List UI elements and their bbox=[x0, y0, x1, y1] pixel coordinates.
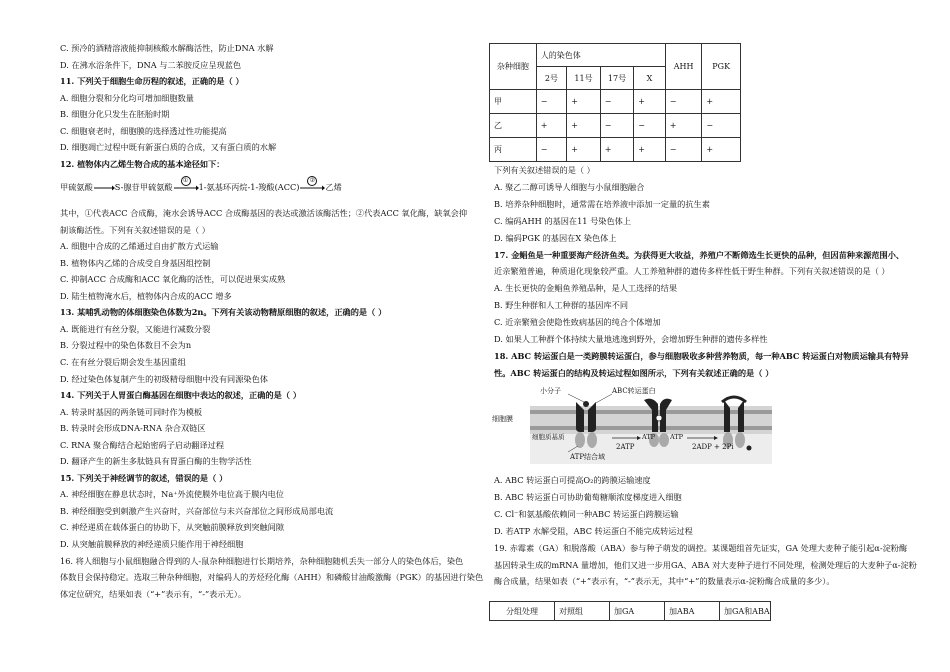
hybrid-cell-header: 杂种细胞 bbox=[490, 44, 537, 90]
row-label: 甲 bbox=[490, 90, 537, 114]
left-text2-line: A. 细胞中合成的乙烯通过自由扩散方式运输 bbox=[60, 241, 219, 252]
abc-transporter-figure bbox=[492, 388, 772, 468]
left-text2-line: C. RNA 聚合酶结合起始密码子启动翻译过程 bbox=[60, 439, 225, 450]
chromosome-table bbox=[489, 43, 741, 162]
left-text2-line: B. 神经细胞受到刺激产生兴奋时，兴奋部位与未兴奋部位之间形成局部电流 bbox=[60, 505, 334, 516]
right-text-line: B. 培养杂种细胞时，通常需在培养液中添加一定量的抗生素 bbox=[494, 198, 710, 209]
pgk-header: PGK bbox=[702, 44, 741, 90]
table-cell: − bbox=[536, 138, 566, 162]
table-cell: − bbox=[665, 138, 702, 162]
adp-pi-label: 2ADP + 2Pi bbox=[692, 443, 734, 451]
left-text2-line: D. 翻译产生的新生多肽链具有胃蛋白酶的生物学活性 bbox=[60, 456, 252, 467]
membrane-label: 细胞膜 bbox=[492, 415, 513, 423]
right-text2-line: C. Cl⁻和氨基酸依赖同一种ABC 转运蛋白跨膜运输 bbox=[494, 508, 679, 519]
left-text2-line: C. 在有丝分裂后期会发生基因重组 bbox=[60, 356, 186, 367]
table-row bbox=[490, 114, 741, 138]
ga-aba-header: 加GA和ABA bbox=[720, 602, 771, 621]
ethylene-pathway-formula bbox=[60, 177, 342, 193]
right-text-line: 性。ABC 转运蛋白的结构及转运过程如图所示，下列有关叙述正确的是（ ） bbox=[494, 367, 774, 378]
left-text2-line: B. 转录时会形成DNA-RNA 杂合双链区 bbox=[60, 423, 206, 434]
table-cell: − bbox=[536, 90, 566, 114]
atp-a-label: ATP bbox=[642, 433, 656, 441]
chrom-2-header: 2号 bbox=[536, 67, 566, 90]
enzyme1-marker: ① bbox=[181, 176, 191, 186]
left-text-line: C. 细胞衰老时，细胞膜的选择透过性功能提高 bbox=[60, 125, 227, 136]
table-cell: − bbox=[702, 114, 741, 138]
membrane-layer-bottom bbox=[530, 426, 772, 430]
table-cell: + bbox=[567, 114, 601, 138]
table-cell: + bbox=[600, 138, 634, 162]
table-cell: + bbox=[536, 114, 566, 138]
left-text-line: 12. 植物体内乙烯生物合成的基本途径如下： bbox=[60, 158, 225, 169]
right-text2-line: 酶合成量，结果如表（“+”表示有，“-”表示无，其中“+”的数量表示α-淀粉酶合成量的多少）。 bbox=[494, 576, 835, 587]
left-text2-line: 13. 某哺乳动物的体细胞染色体数为2n。下列有关该动物精原细胞的叙述，正确的是（ ） bbox=[60, 307, 387, 318]
right-text2-line: 19. 赤霉素（GA）和脱落酸（ABA）参与种子萌发的调控。某课题组首先证实，GA 处理大麦种子能引起α-淀粉酶 bbox=[494, 542, 908, 553]
table-cell: + bbox=[702, 138, 741, 162]
left-text2-line: D. 经过染色体复制产生的初级精母细胞中没有同源染色体 bbox=[60, 373, 268, 384]
enzyme1-arrow bbox=[173, 177, 199, 193]
abc-transporter-label: ABC转运蛋白 bbox=[612, 387, 656, 395]
chrom-x-header: X bbox=[634, 67, 666, 90]
left-text2-line: 其中，①代表ACC 合成酶，淹水会诱导ACC 合成酶基因的表达或激活该酶活性；②代表ACC 氧化酶，缺氧会抑 bbox=[60, 208, 468, 218]
left-text2-line: C. 神经递质在载体蛋白的协助下，从突触前膜释放到突触间隙 bbox=[60, 522, 285, 533]
table-cell: + bbox=[634, 90, 666, 114]
right-text-line: 17. 金鲳鱼是一种重要海产经济鱼类。为获得更大收益，养殖户不断筛选生长更快的品种，但因苗种来源范围小、 bbox=[494, 249, 905, 260]
right-text2-line: B. ABC 转运蛋白可协助葡萄糖顺浓度梯度进入细胞 bbox=[494, 491, 682, 502]
left-text2-line: B. 植物体内乙烯的合成受自身基因组控制 bbox=[60, 257, 211, 268]
group-header: 分组处理 bbox=[490, 602, 555, 621]
row-label: 乙 bbox=[490, 114, 537, 138]
left-text2-line: 15. 下列关于神经调节的叙述，错误的是（ ） bbox=[60, 472, 228, 483]
left-text2-line: B. 分裂过程中的染色体数目不会为n bbox=[60, 340, 192, 351]
sam-label: S-腺苷甲硫氨酸 bbox=[114, 182, 173, 192]
left-text2-line: 体数目会保持稳定。选取三种杂种细胞，对编码人的芳烃羟化酶（AHH）和磷酸甘油酸激酶（PGK）的基因进行染色 bbox=[60, 572, 484, 583]
left-text-line: D. 在沸水浴条件下，DNA 与二苯胺反应呈现蓝色 bbox=[60, 59, 242, 70]
atp-b-label: ATP bbox=[670, 433, 684, 441]
small-molecule-label: 小分子 bbox=[540, 387, 561, 395]
left-text2-line: C. 抑制ACC 合成酶和ACC 氧化酶的活性，可以促进果实成熟 bbox=[60, 274, 286, 285]
left-text-line: D. 细胞凋亡过程中既有新蛋白质的合成，又有蛋白质的水解 bbox=[60, 142, 277, 152]
table-cell: − bbox=[600, 90, 634, 114]
atp-binding-domain-2 bbox=[587, 432, 597, 448]
membrane-layer-top bbox=[530, 410, 772, 414]
table-cell: − bbox=[665, 90, 702, 114]
human-chromosome-header: 人的染色体 bbox=[536, 44, 665, 67]
right-text2-line: 基因转录生成的mRNA 量增加，他们又进一步用GA、ABA 对大麦种子进行不同处理，检测处理后的大麦种子α-淀粉 bbox=[494, 559, 917, 570]
right-text-line: C. 编码AHH 的基因在11 号染色体上 bbox=[494, 215, 632, 226]
right-text-line: D. 编码PGK 的基因在X 染色体上 bbox=[494, 232, 617, 243]
ahh-header: AHH bbox=[665, 44, 702, 90]
left-text-line: 11. 下列关于细胞生命历程的叙述，正确的是（ ） bbox=[60, 76, 244, 86]
table-cell: + bbox=[665, 114, 702, 138]
table-cell: − bbox=[600, 114, 634, 138]
control-header: 对照组 bbox=[555, 602, 610, 621]
right-text-line: 18. ABC 转运蛋白是一类跨膜转运蛋白，参与细胞吸收多种营养物质，每一种ABC 转运蛋白对物质运输具有特异 bbox=[494, 350, 909, 361]
ga-header: 加GA bbox=[610, 602, 665, 621]
right-text-line: A. 生长更快的金鲳鱼养殖品种，是人工选择的结果 bbox=[494, 283, 678, 294]
matrix-label: 细胞质基质 bbox=[532, 433, 565, 441]
enzyme2-marker: ② bbox=[307, 176, 317, 186]
left-text-line: A. 细胞分裂和分化均可增加细胞数量 bbox=[60, 92, 194, 103]
molecule-in-channel bbox=[656, 415, 662, 421]
left-text2-line: A. 转录时基因的两条链可同时作为模板 bbox=[60, 406, 203, 417]
left-text2-line: 14. 下列关于人胃蛋白酶基因在细胞中表达的叙述，正确的是（ ） bbox=[60, 390, 302, 401]
left-text-line: C. 预冷的酒精溶液能抑制核酸水解酶活性，防止DNA 水解 bbox=[60, 43, 274, 53]
left-text2-line: D. 陆生植物淹水后，植物体内合成的ACC 增多 bbox=[60, 290, 232, 301]
methionine-label: 甲硫氨酸 bbox=[60, 182, 93, 192]
left-text-line: B. 细胞分化只发生在胚胎时期 bbox=[60, 109, 170, 119]
released-molecule bbox=[747, 446, 752, 451]
chrom-11-header: 11号 bbox=[567, 67, 601, 90]
chrom-17-header: 17号 bbox=[600, 67, 634, 90]
table-cell: + bbox=[634, 138, 666, 162]
ethylene-label: 乙烯 bbox=[325, 182, 342, 192]
table-cell: − bbox=[634, 114, 666, 138]
atp-binding-domain-1 bbox=[575, 432, 585, 448]
left-text2-line: 16. 将人细胞与小鼠细胞融合得到的人-鼠杂种细胞进行长期培养，杂种细胞随机丢失一部分人的染色体后，染色 bbox=[60, 555, 464, 566]
right-text-line: B. 野生种群和人工种群的基因库不同 bbox=[494, 300, 629, 311]
aba-header: 加ABA bbox=[665, 602, 720, 621]
right-text2-line: A. ABC 转运蛋白可提高O₂的跨膜运输速度 bbox=[494, 475, 651, 485]
left-text2-line: 制该酶活性。下列有关叙述错误的是（ ） bbox=[60, 224, 210, 235]
atp-binding-label: ATP结合域 bbox=[570, 453, 606, 461]
left-text2-line: A. 既能进行有丝分裂，又能进行减数分裂 bbox=[60, 323, 211, 334]
table-cell: + bbox=[567, 138, 601, 162]
enzyme2-arrow bbox=[299, 177, 325, 193]
right-text2-line: D. 若ATP 水解受阻，ABC 转运蛋白不能完成转运过程 bbox=[494, 525, 693, 536]
table-cell: + bbox=[567, 90, 601, 114]
row-label: 丙 bbox=[490, 138, 537, 162]
right-text-line: A. 聚乙二醇可诱导人细胞与小鼠细胞融合 bbox=[494, 181, 645, 192]
table-cell: + bbox=[702, 90, 741, 114]
table-row bbox=[490, 90, 741, 114]
left-text2-line: A. 神经细胞在静息状态时，Na⁺外流使膜外电位高于膜内电位 bbox=[60, 489, 284, 500]
arrow-icon bbox=[93, 183, 115, 193]
left-text2-line: 体定位研究，结果如表（“+”表示有，“-”表示无）。 bbox=[60, 588, 247, 599]
acc-label: 1-氨基环丙烷-1-羧酸(ACC) bbox=[198, 182, 300, 192]
right-text-line: C. 近亲繁殖会使隐性致病基因的纯合个体增加 bbox=[494, 317, 661, 328]
table-row bbox=[490, 138, 741, 162]
abc-diagram bbox=[492, 388, 772, 468]
germination-table bbox=[489, 601, 771, 621]
right-text-line: 近亲繁殖普遍，种质退化现象较严重。人工养殖种群的遗传多样性低于野生种群。下列有关叙述错误的是（ ） bbox=[494, 266, 890, 277]
atp-input-label: 2ATP bbox=[616, 443, 635, 451]
right-text-line: 下列有关叙述错误的是（ ） bbox=[494, 165, 595, 175]
left-text2-line: D. 从突触前膜释放的神经递质只能作用于神经细胞 bbox=[60, 539, 244, 549]
right-text-line: D. 如果人工种群个体持续大量地逃逸到野外，会增加野生种群的遗传多样性 bbox=[494, 334, 768, 344]
